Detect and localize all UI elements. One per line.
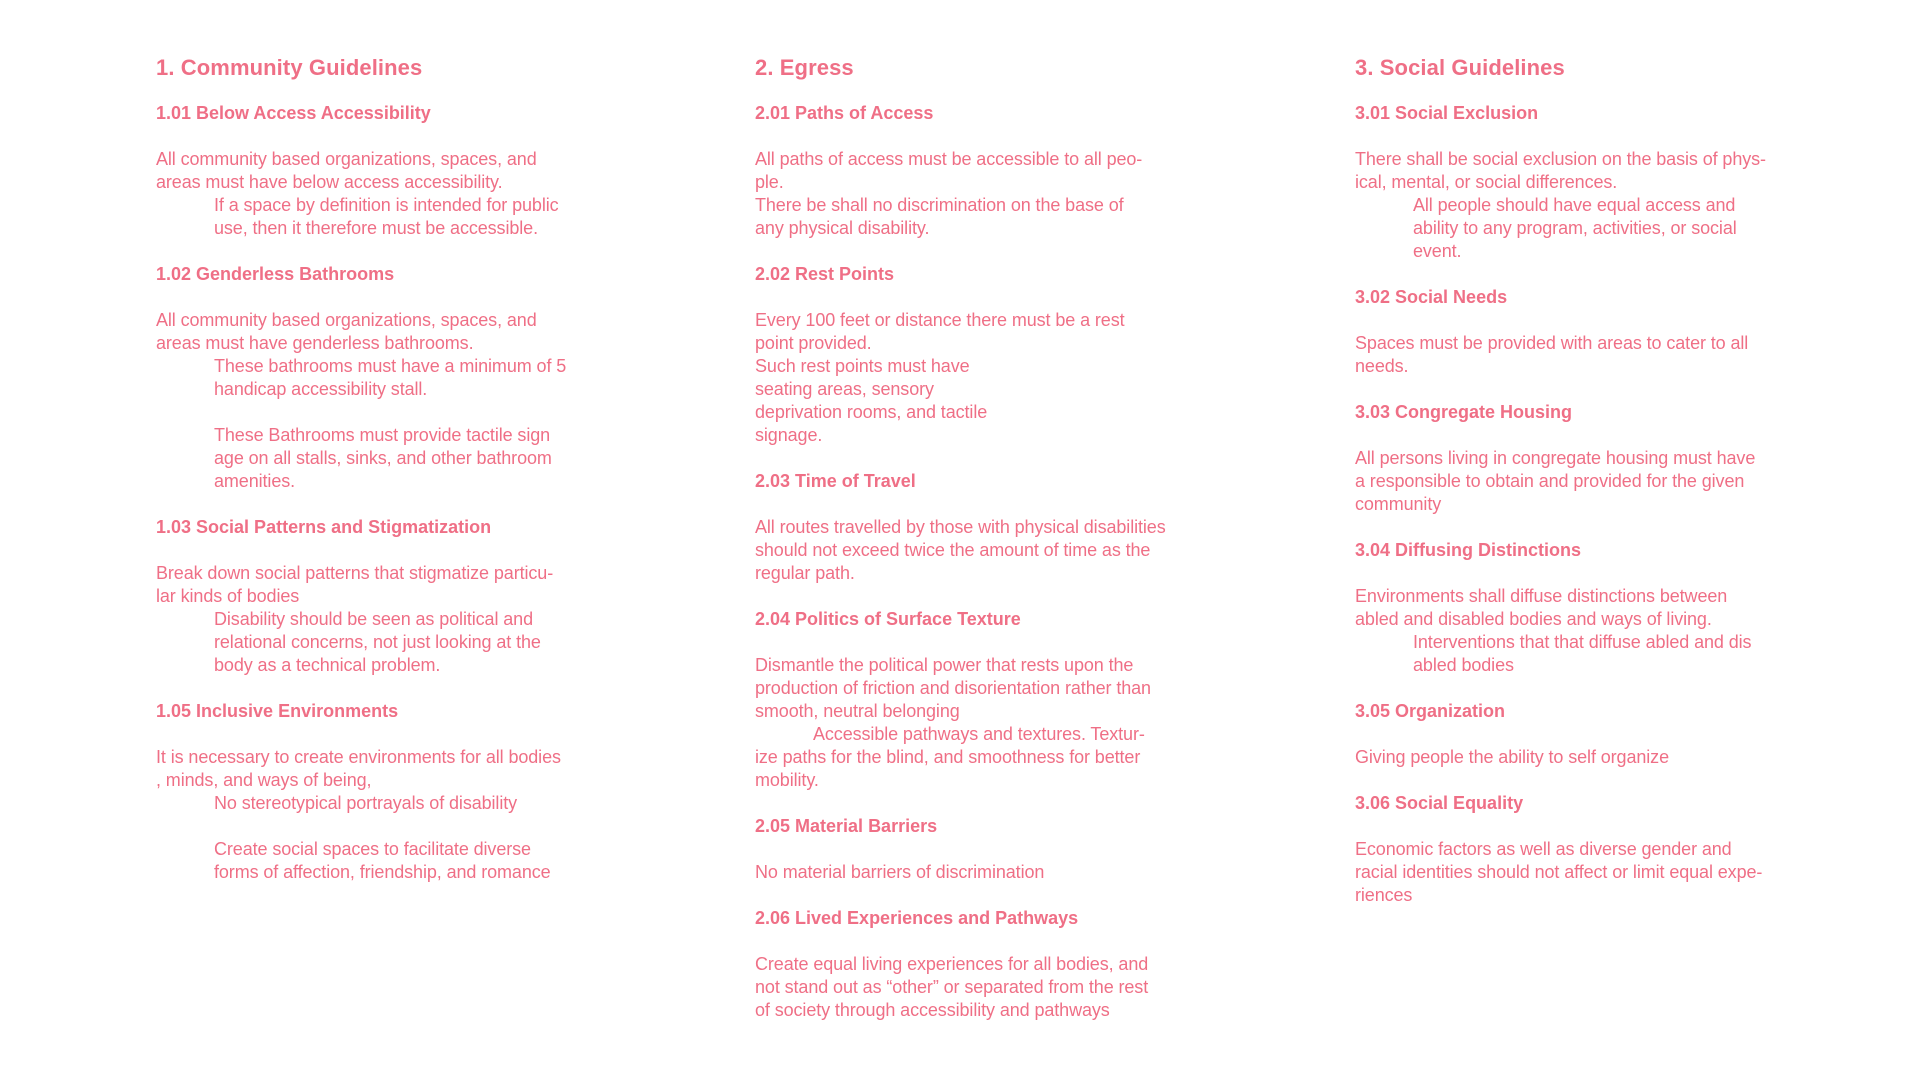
section-body	[1355, 447, 1795, 516]
guideline-section	[1355, 539, 1795, 677]
section-body	[156, 309, 596, 493]
section-body	[755, 309, 1195, 447]
section-list	[156, 102, 596, 884]
section-body	[1355, 148, 1795, 263]
section-paragraph: All people should have equal access and ability to any program, activities, or social event.	[1413, 195, 1737, 261]
column-community-guidelines	[156, 53, 596, 907]
section-paragraph: If a space by definition is intended for public use, then it therefore must be accessible.	[214, 195, 559, 238]
guideline-section	[1355, 700, 1795, 769]
column-egress	[755, 53, 1195, 1045]
section-body	[755, 654, 1195, 792]
section-list	[755, 102, 1195, 1022]
section-heading: 2.03 Time of Travel	[755, 471, 916, 491]
section-body	[156, 562, 596, 677]
guideline-section	[1355, 401, 1795, 516]
section-heading: 3.01 Social Exclusion	[1355, 103, 1539, 123]
guideline-section	[755, 907, 1195, 1022]
section-heading: 3.05 Organization	[1355, 701, 1506, 721]
section-paragraph: Create equal living experiences for all bodies, and not stand out as “other” or separated from the rest of society through accessibility and pathways	[755, 954, 1149, 1020]
section-paragraph: All paths of access must be accessible to all peo- ple. There be shall no discrimination on the base of any physical disability.	[755, 149, 1143, 238]
section-body	[1355, 746, 1795, 769]
section-heading: 3.03 Congregate Housing	[1355, 402, 1573, 422]
section-body	[1355, 332, 1795, 378]
guideline-section	[1355, 286, 1795, 378]
guideline-section	[156, 516, 596, 677]
guideline-section	[755, 608, 1195, 792]
section-paragraph: Dismantle the political power that rests upon the production of friction and disorientation rather than smooth, neutral belonging	[755, 655, 1151, 721]
section-paragraph: All routes travelled by those with physical disabilities should not exceed twice the amount of time as the regular path.	[755, 517, 1166, 583]
guideline-section	[156, 263, 596, 493]
section-heading: 3.02 Social Needs	[1355, 287, 1508, 307]
section-paragraph: Accessible pathways and textures. Textur- ize paths for the blind, and smoothness for better mobility.	[755, 724, 1145, 790]
guideline-section	[755, 102, 1195, 240]
section-paragraph: Interventions that that diffuse abled and dis abled bodies	[1413, 632, 1752, 675]
section-paragraph: Create social spaces to facilitate diverse forms of affection, friendship, and romance	[214, 839, 551, 882]
section-paragraph: All community based organizations, spaces, and areas must have below access accessibility.	[156, 149, 537, 192]
section-paragraph: No material barriers of discrimination	[755, 862, 1045, 882]
section-heading: 2.05 Material Barriers	[755, 816, 938, 836]
section-body	[1355, 838, 1795, 907]
section-heading: 2.06 Lived Experiences and Pathways	[755, 908, 1079, 928]
section-list	[1355, 102, 1795, 907]
section-paragraph: These bathrooms must have a minimum of 5 handicap accessibility stall.	[214, 356, 567, 399]
section-body	[156, 746, 596, 884]
column-social-guidelines	[1355, 53, 1795, 930]
section-body	[755, 861, 1195, 884]
section-body	[755, 516, 1195, 585]
section-heading: 1.02 Genderless Bathrooms	[156, 264, 395, 284]
section-paragraph: Economic factors as well as diverse gender and racial identities should not affect or limit equal expe- riences	[1355, 839, 1763, 905]
section-paragraph: Break down social patterns that stigmatize particu- lar kinds of bodies	[156, 563, 554, 606]
column-title: 2. Egress	[755, 55, 854, 80]
guideline-section	[755, 263, 1195, 447]
section-paragraph: All persons living in congregate housing must have a responsible to obtain and provided for the given community	[1355, 448, 1756, 514]
section-paragraph: These Bathrooms must provide tactile sign age on all stalls, sinks, and other bathroom amenities.	[214, 425, 552, 491]
column-title: 1. Community Guidelines	[156, 55, 423, 80]
section-paragraph: All community based organizations, spaces, and areas must have genderless bathrooms.	[156, 310, 537, 353]
section-body	[755, 148, 1195, 240]
section-paragraph: There shall be social exclusion on the basis of phys- ical, mental, or social differences.	[1355, 149, 1766, 192]
section-heading: 1.05 Inclusive Environments	[156, 701, 399, 721]
section-heading: 1.01 Below Access Accessibility	[156, 103, 431, 123]
section-heading: 1.03 Social Patterns and Stigmatization	[156, 517, 492, 537]
section-paragraph: Every 100 feet or distance there must be a rest point provided. Such rest points must have seating areas, sensory deprivation rooms, and tactile signage.	[755, 310, 1125, 445]
section-body	[755, 953, 1195, 1022]
guideline-section	[156, 700, 596, 884]
guideline-section	[1355, 792, 1795, 907]
section-paragraph: Disability should be seen as political and relational concerns, not just looking at the body as a technical problem.	[214, 609, 541, 675]
section-heading: 2.01 Paths of Access	[755, 103, 934, 123]
section-body	[1355, 585, 1795, 677]
section-paragraph: No stereotypical portrayals of disability	[214, 793, 518, 813]
section-heading: 3.06 Social Equality	[1355, 793, 1524, 813]
guideline-section	[755, 815, 1195, 884]
section-paragraph: Spaces must be provided with areas to cater to all needs.	[1355, 333, 1749, 376]
column-title: 3. Social Guidelines	[1355, 55, 1565, 80]
guideline-section	[156, 102, 596, 240]
guideline-section	[755, 470, 1195, 585]
guideline-section	[1355, 102, 1795, 263]
section-paragraph: It is necessary to create environments for all bodies , minds, and ways of being,	[156, 747, 561, 790]
section-paragraph: Environments shall diffuse distinctions between abled and disabled bodies and ways of living.	[1355, 586, 1728, 629]
section-paragraph: Giving people the ability to self organize	[1355, 747, 1669, 767]
section-heading: 2.02 Rest Points	[755, 264, 895, 284]
section-body	[156, 148, 596, 240]
section-heading: 2.04 Politics of Surface Texture	[755, 609, 1021, 629]
section-heading: 3.04 Diffusing Distinctions	[1355, 540, 1582, 560]
